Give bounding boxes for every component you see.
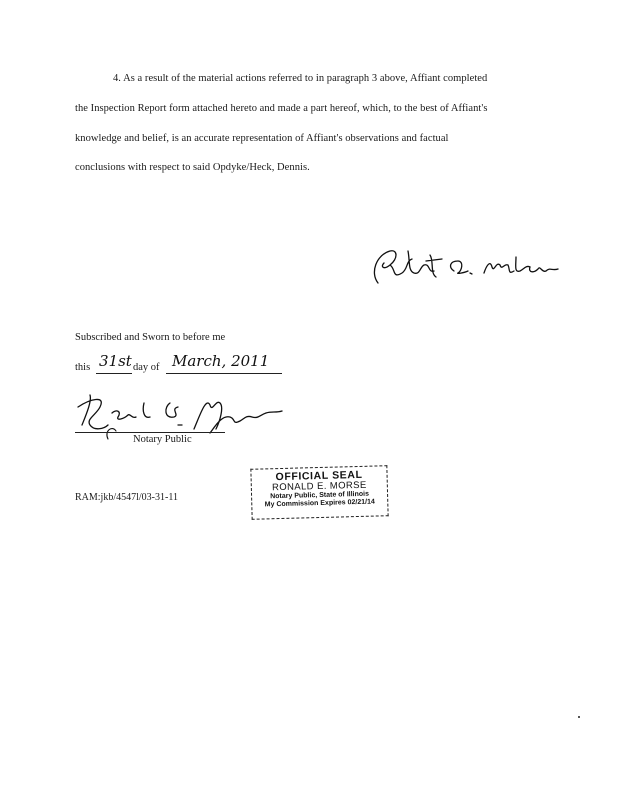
this-label: this — [75, 362, 91, 373]
official-seal-stamp — [250, 465, 388, 520]
paragraph-line-1: 4. As a result of the material actions referred to in paragraph 3 above, Affiant completed — [113, 73, 488, 84]
month-underline — [166, 373, 282, 374]
paragraph-line-3: knowledge and belief, is an accurate representation of Affiant's observations and factual — [75, 133, 449, 144]
subscribed-sworn-text: Subscribed and Sworn to before me — [75, 332, 226, 343]
day-underline — [96, 373, 132, 374]
notary-signature-line — [75, 432, 225, 433]
paragraph-line-4: conclusions with respect to said Opdyke/Heck, Dennis. — [75, 162, 310, 173]
reference-code: RAM:jkb/4547l/03-31-11 — [75, 492, 178, 503]
paragraph-line-2: the Inspection Report form attached hereto and made a part hereof, which, to the best of Affiant's — [75, 103, 488, 114]
seal-title: OFFICIAL SEAL — [275, 468, 363, 484]
scan-speck — [578, 716, 580, 718]
affiant-signature — [368, 243, 568, 293]
notary-public-label: Notary Public — [133, 434, 192, 445]
seal-notary-name: RONALD E. MORSE — [271, 479, 367, 494]
month-year-value: March, 2011 — [172, 352, 270, 370]
seal-state-line: Notary Public, State of Illinois — [270, 490, 370, 501]
day-of-label: day of — [133, 362, 160, 373]
seal-expiry-line: My Commission Expires 02/21/14 — [264, 498, 375, 509]
day-value: 31st — [99, 352, 132, 370]
